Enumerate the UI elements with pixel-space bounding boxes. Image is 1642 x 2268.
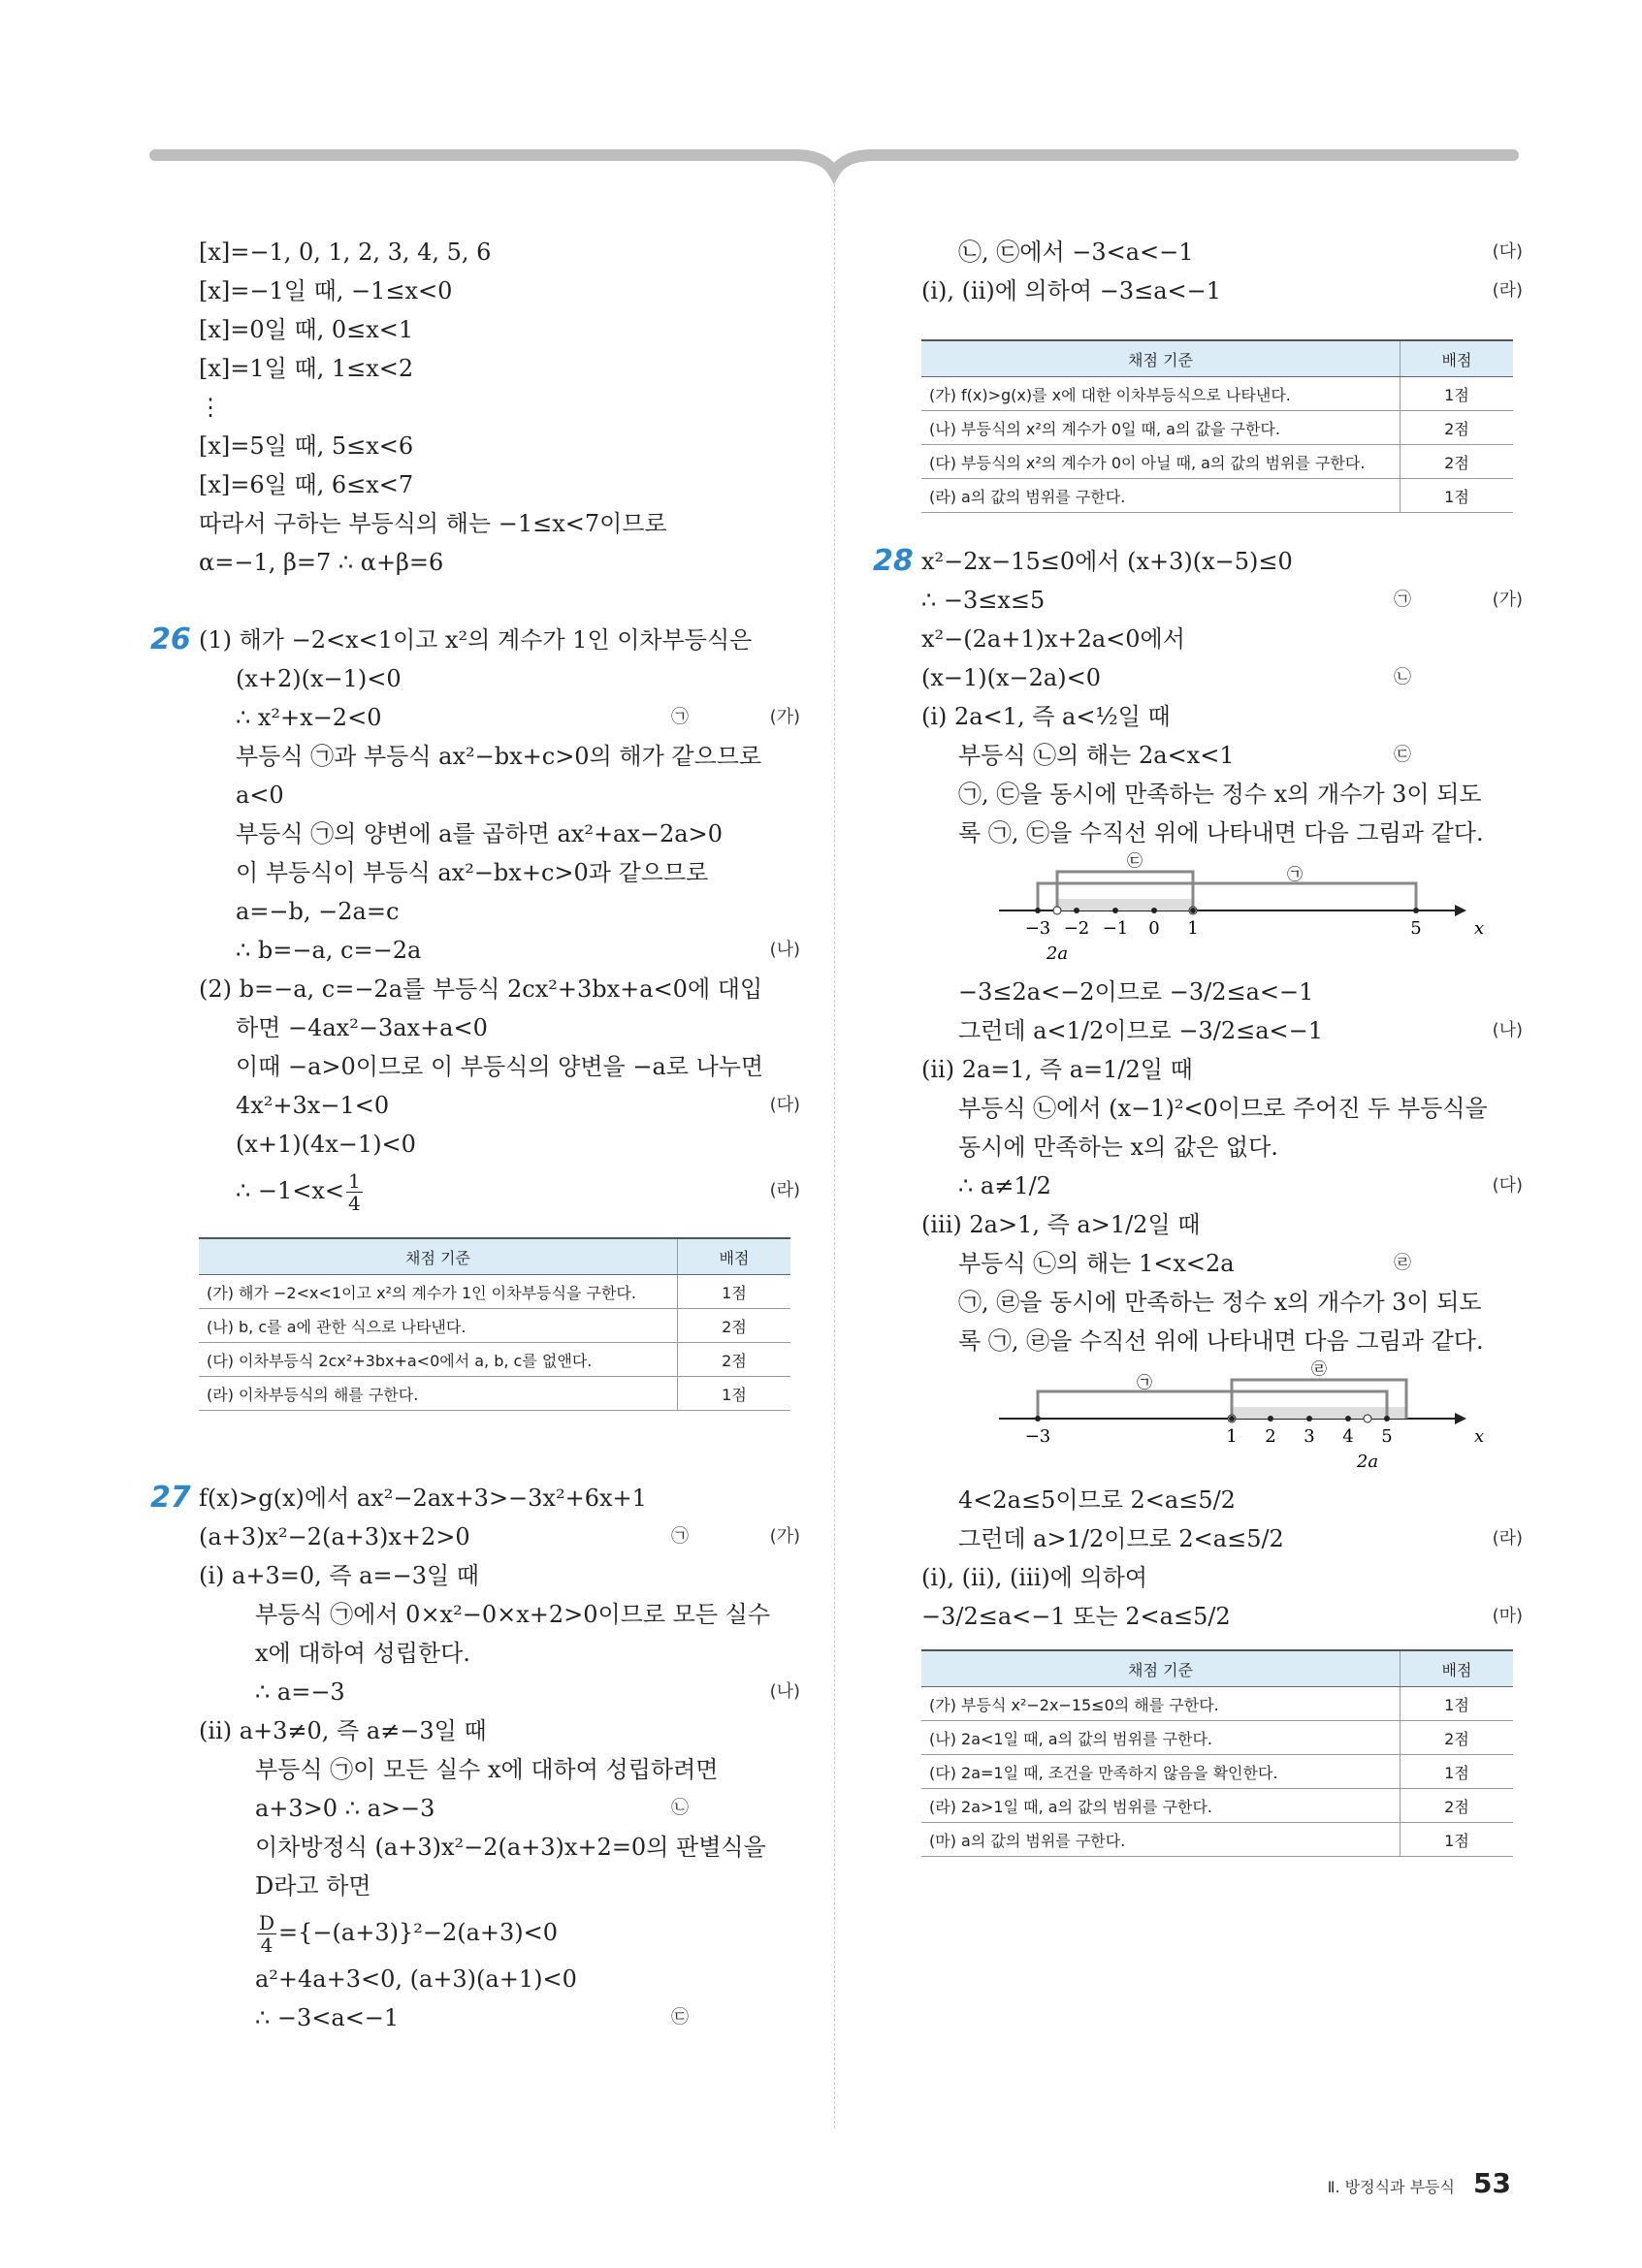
line-text: x²−2x−15≤0에서 (x+3)(x−5)≤0 bbox=[921, 548, 1293, 575]
line-text: 부등식 ㉠의 양변에 a를 곱하면 ax²+ax−2a>0 bbox=[236, 820, 723, 847]
line-text: (1) 해가 −2<x<1이고 x²의 계수가 1인 이차부등식은 bbox=[199, 626, 753, 654]
tick-label: 2 bbox=[1265, 1426, 1276, 1447]
table-header-criteria: 채점 기준 bbox=[199, 1238, 678, 1275]
text-line bbox=[921, 1089, 1523, 1128]
text-line bbox=[150, 1479, 800, 1517]
text-line bbox=[921, 1519, 1523, 1558]
text-line bbox=[199, 1595, 800, 1634]
points-cell: 1점 bbox=[1401, 377, 1514, 411]
line-text: 부등식 ㉠에서 0×x²−0×x+2>0이므로 모든 실수 bbox=[255, 1601, 771, 1628]
text-line bbox=[199, 388, 800, 427]
tick-point bbox=[1190, 908, 1196, 913]
tick-label: 1 bbox=[1226, 1426, 1238, 1447]
text-line bbox=[199, 272, 800, 310]
text-line bbox=[921, 1166, 1523, 1205]
criteria-cell: (나) 2a<1일 때, a의 값의 범위를 구한다. bbox=[921, 1721, 1401, 1755]
points-cell: 1점 bbox=[1401, 1823, 1514, 1857]
criteria-cell: (다) 이차부등식 2cx²+3bx+a<0에서 a, b, c를 없앤다. bbox=[199, 1343, 678, 1377]
left-column bbox=[150, 233, 800, 2037]
text-line bbox=[921, 1283, 1523, 1322]
fraction-numerator: D bbox=[259, 1911, 275, 1934]
open-point bbox=[1364, 1415, 1371, 1422]
text-line bbox=[921, 1205, 1523, 1244]
points-cell: 1점 bbox=[1401, 1755, 1514, 1789]
fraction bbox=[257, 1912, 276, 1956]
text-line bbox=[921, 1011, 1523, 1050]
line-text: [x]=1일 때, 1≤x<2 bbox=[199, 355, 414, 382]
text-line bbox=[921, 1597, 1523, 1636]
text-line bbox=[199, 1086, 800, 1125]
criteria-cell: (가) 부등식 x²−2x−15≤0의 해를 구한다. bbox=[921, 1687, 1401, 1721]
scoring-table-26 bbox=[199, 1237, 790, 1411]
bracket-label: ㉠ bbox=[1136, 1373, 1153, 1391]
line-text: (ⅱ) a+3≠0, 즉 a≠−3일 때 bbox=[199, 1717, 487, 1744]
line-text: 그런데 a>1/2이므로 2<a≤5/2 bbox=[958, 1525, 1284, 1552]
line-text: −3≤2a<−2이므로 −3/2≤a<−1 bbox=[958, 978, 1314, 1006]
axis-variable: x bbox=[1474, 918, 1485, 939]
line-text: 하면 −4ax²−3ax+a<0 bbox=[236, 1014, 488, 1041]
text-line bbox=[199, 931, 800, 970]
tick-point bbox=[1074, 908, 1079, 913]
table-row bbox=[921, 1755, 1513, 1789]
tick-label: 5 bbox=[1410, 918, 1422, 939]
label-2a: 2a bbox=[1046, 943, 1069, 964]
tick-label: −1 bbox=[1102, 918, 1129, 939]
table-row bbox=[199, 1275, 790, 1309]
line-text: a=−b, −2a=c bbox=[236, 898, 400, 925]
line-text: α=−1, β=7 ∴ α+β=6 bbox=[199, 549, 444, 576]
text-line bbox=[199, 1828, 800, 1867]
step-marker: ㉢ bbox=[671, 2007, 689, 2028]
open-point bbox=[1053, 907, 1061, 914]
table-row bbox=[921, 377, 1513, 411]
line-text: ∴ −1<x< bbox=[236, 1177, 345, 1204]
text-line bbox=[199, 1164, 800, 1218]
text-line bbox=[199, 1905, 800, 1960]
fraction-denominator: 4 bbox=[348, 1192, 361, 1215]
line-text: (ⅰ), (ⅱ)에 의하여 −3≤a<−1 bbox=[921, 277, 1222, 304]
table-header-points: 배점 bbox=[1401, 1650, 1514, 1687]
line-text: a²+4a+3<0, (a+3)(a+1)<0 bbox=[255, 1965, 577, 1993]
line-text: (ⅰ) 2a<1, 즉 a<½일 때 bbox=[921, 703, 1171, 730]
criteria-cell: (다) 2a=1일 때, 조건을 만족하지 않음을 확인한다. bbox=[921, 1755, 1401, 1789]
step-marker: ㉢ bbox=[1394, 745, 1411, 765]
tick-point bbox=[1345, 1416, 1351, 1421]
line-text: ⋮ bbox=[199, 394, 222, 421]
line-text: 동시에 만족하는 x의 값은 없다. bbox=[958, 1134, 1278, 1161]
step-marker: (라) bbox=[1492, 280, 1523, 301]
line-text: [x]=−1일 때, −1≤x<0 bbox=[199, 277, 453, 304]
tick-point bbox=[1306, 1416, 1312, 1421]
column-divider bbox=[834, 179, 835, 2128]
line-text: ㉡, ㉢에서 −3<a<−1 bbox=[958, 239, 1194, 266]
text-line bbox=[921, 1481, 1523, 1519]
line-text: (ⅰ) a+3=0, 즉 a=−3일 때 bbox=[199, 1562, 479, 1589]
line-text: ㉠, ㉢을 동시에 만족하는 정수 x의 개수가 3이 되도 bbox=[958, 781, 1482, 808]
step-marker: (나) bbox=[769, 1681, 800, 1702]
line-text: (2) b=−a, c=−2a를 부등식 2cx²+3bx+a<0에 대입 bbox=[199, 975, 763, 1003]
line-text: x²−(2a+1)x+2a<0에서 bbox=[921, 625, 1185, 653]
tick-point bbox=[1229, 1416, 1235, 1421]
criteria-cell: (라) 이차부등식의 해를 구한다. bbox=[199, 1377, 678, 1411]
bracket-label: ㉠ bbox=[1286, 865, 1304, 883]
text-line bbox=[921, 697, 1523, 736]
line-text: 그런데 a<1/2이므로 −3/2≤a<−1 bbox=[958, 1017, 1324, 1044]
points-cell: 1점 bbox=[678, 1275, 791, 1309]
text-line bbox=[199, 504, 800, 543]
criteria-cell: (나) 부등식의 x²의 계수가 0일 때, a의 값을 구한다. bbox=[921, 411, 1401, 445]
problem-28 bbox=[873, 542, 1523, 1636]
line-text: x에 대하여 성립한다. bbox=[255, 1640, 470, 1667]
line-text: [x]=6일 때, 6≤x<7 bbox=[199, 471, 414, 498]
line-text: (a+3)x²−2(a+3)x+2>0 bbox=[199, 1523, 470, 1550]
problem-number: 26 bbox=[150, 623, 191, 656]
points-cell: 1점 bbox=[1401, 1687, 1514, 1721]
fraction-denominator: 4 bbox=[260, 1933, 274, 1957]
text-line bbox=[921, 736, 1523, 775]
line-text: (x+2)(x−1)<0 bbox=[236, 665, 402, 692]
text-line bbox=[199, 659, 800, 698]
page-number: 53 bbox=[1473, 2167, 1511, 2199]
text-line bbox=[199, 1789, 800, 1828]
tick-label: −3 bbox=[1024, 1426, 1051, 1447]
table-row bbox=[921, 1721, 1513, 1755]
table-row bbox=[199, 1343, 790, 1377]
number-line bbox=[999, 1360, 1542, 1477]
text-line bbox=[199, 892, 800, 931]
line-text: 부등식 ㉡에서 (x−1)²<0이므로 주어진 두 부등식을 bbox=[958, 1095, 1488, 1122]
line-text: ∴ −3<a<−1 bbox=[255, 2004, 400, 2031]
tick-label: 5 bbox=[1381, 1426, 1393, 1447]
footer bbox=[1328, 2167, 1511, 2199]
text-line bbox=[199, 427, 800, 465]
text-line bbox=[199, 1008, 800, 1047]
points-cell: 1점 bbox=[678, 1377, 791, 1411]
line-text: 록 ㉠, ㉣을 수직선 위에 나타내면 다음 그림과 같다. bbox=[958, 1327, 1484, 1355]
scoring-table-27 bbox=[921, 339, 1513, 513]
problem-number: 27 bbox=[150, 1481, 191, 1515]
line-text: ∴ a=−3 bbox=[255, 1678, 345, 1706]
text-line bbox=[921, 233, 1523, 272]
tick-point bbox=[1035, 908, 1041, 913]
table-row bbox=[199, 1309, 790, 1343]
text-line bbox=[199, 970, 800, 1008]
step-marker: ㉠ bbox=[671, 707, 689, 727]
text-line bbox=[199, 1998, 800, 2037]
tick-label: 4 bbox=[1342, 1426, 1354, 1447]
line-text: 부등식 ㉠과 부등식 ax²−bx+c>0의 해가 같으므로 bbox=[236, 743, 762, 770]
text-line bbox=[921, 581, 1523, 620]
problem-27-continued bbox=[921, 233, 1523, 310]
text-line bbox=[921, 1558, 1523, 1597]
criteria-cell: (나) b, c를 a에 관한 식으로 나타낸다. bbox=[199, 1309, 678, 1343]
step-marker: (다) bbox=[769, 1095, 800, 1115]
axis-variable: x bbox=[1474, 1426, 1485, 1447]
line-text: ∴ a≠1/2 bbox=[958, 1172, 1051, 1199]
text-line bbox=[921, 1322, 1523, 1360]
text-line bbox=[199, 543, 800, 582]
line-text: ∴ x²+x−2<0 bbox=[236, 704, 382, 731]
line-text: 록 ㉠, ㉢을 수직선 위에 나타내면 다음 그림과 같다. bbox=[958, 819, 1484, 847]
step-marker: (다) bbox=[1492, 241, 1523, 262]
tick-point bbox=[1035, 1416, 1041, 1421]
text-line bbox=[199, 1711, 800, 1750]
text-line bbox=[199, 815, 800, 853]
table-header-criteria: 채점 기준 bbox=[921, 340, 1401, 377]
tick-label: 0 bbox=[1148, 918, 1160, 939]
line-text: (x−1)(x−2a)<0 bbox=[921, 664, 1101, 691]
line-text: (x+1)(4x−1)<0 bbox=[236, 1131, 416, 1158]
text-line bbox=[921, 1128, 1523, 1166]
table-header-points: 배점 bbox=[1401, 340, 1514, 377]
text-line bbox=[199, 310, 800, 349]
line-text: 4<2a≤5이므로 2<a≤5/2 bbox=[958, 1486, 1236, 1514]
number-line bbox=[999, 852, 1542, 969]
line-text: 따라서 구하는 부등식의 해는 −1≤x<7이므로 bbox=[199, 510, 667, 537]
text-line bbox=[199, 1047, 800, 1086]
criteria-cell: (가) f(x)>g(x)를 x에 대한 이차부등식으로 나타낸다. bbox=[921, 377, 1401, 411]
line-text: f(x)>g(x)에서 ax²−2ax+3>−3x²+6x+1 bbox=[199, 1485, 647, 1512]
criteria-cell: (라) 2a>1일 때, a의 값의 범위를 구한다. bbox=[921, 1789, 1401, 1823]
step-marker: (나) bbox=[769, 940, 800, 960]
tick-point bbox=[1413, 908, 1419, 913]
line-text: 이때 −a>0이므로 이 부등식의 양변을 −a로 나누면 bbox=[236, 1053, 764, 1080]
text-line bbox=[199, 737, 800, 776]
criteria-cell: (마) a의 값의 범위를 구한다. bbox=[921, 1823, 1401, 1857]
table-header-points: 배점 bbox=[678, 1238, 791, 1275]
top-binding-bar bbox=[0, 0, 1642, 213]
step-marker: ㉡ bbox=[1394, 667, 1411, 687]
step-marker: ㉠ bbox=[1394, 590, 1411, 610]
text-line bbox=[199, 1125, 800, 1164]
step-marker: (나) bbox=[1492, 1020, 1523, 1040]
text-line bbox=[199, 1750, 800, 1789]
tick-point bbox=[1151, 908, 1157, 913]
problem-number: 28 bbox=[873, 544, 914, 578]
line-text: −3/2≤a<−1 또는 2<a≤5/2 bbox=[921, 1603, 1231, 1630]
text-line bbox=[199, 1673, 800, 1711]
line-text: 부등식 ㉡의 해는 2a<x<1 bbox=[958, 742, 1235, 769]
text-line bbox=[199, 698, 800, 737]
text-line bbox=[199, 1634, 800, 1673]
fraction-numerator: 1 bbox=[348, 1169, 361, 1193]
text-line bbox=[921, 814, 1523, 852]
line-text: [x]=0일 때, 0≤x<1 bbox=[199, 316, 414, 343]
text-line bbox=[199, 465, 800, 504]
label-2a: 2a bbox=[1356, 1452, 1379, 1472]
line-text: [x]=5일 때, 5≤x<6 bbox=[199, 432, 414, 460]
footer-section: Ⅱ. 방정식과 부등식 bbox=[1327, 2178, 1455, 2196]
step-marker: (라) bbox=[1492, 1528, 1523, 1549]
points-cell: 2점 bbox=[1401, 1789, 1514, 1823]
tick-label: 1 bbox=[1187, 918, 1199, 939]
text-line bbox=[199, 233, 800, 272]
text-line bbox=[921, 1244, 1523, 1283]
line-text: 이 부등식이 부등식 ax²−bx+c>0과 같으므로 bbox=[236, 859, 709, 886]
step-marker: (마) bbox=[1492, 1606, 1523, 1626]
tick-label: −2 bbox=[1063, 918, 1090, 939]
scoring-table-28 bbox=[921, 1649, 1513, 1857]
line-text: 4x²+3x−1<0 bbox=[236, 1092, 390, 1119]
table-row bbox=[921, 479, 1513, 513]
criteria-cell: (라) a의 값의 범위를 구한다. bbox=[921, 479, 1401, 513]
table-row bbox=[921, 1687, 1513, 1721]
tick-point bbox=[1112, 908, 1118, 913]
text-line bbox=[921, 1050, 1523, 1089]
step-marker: (라) bbox=[769, 1180, 800, 1200]
line-text: ∴ b=−a, c=−2a bbox=[236, 937, 422, 964]
text-line bbox=[921, 272, 1523, 310]
problem-27 bbox=[150, 1479, 800, 2037]
line-text: a<0 bbox=[236, 782, 284, 809]
criteria-cell: (다) 부등식의 x²의 계수가 0이 아닐 때, a의 값의 범위를 구한다. bbox=[921, 445, 1401, 479]
step-marker: (가) bbox=[769, 1526, 800, 1547]
bracket-label: ㉢ bbox=[1126, 852, 1143, 870]
text-line bbox=[150, 621, 800, 659]
line-text: D라고 하면 bbox=[255, 1872, 371, 1900]
text-line bbox=[921, 658, 1523, 697]
line-text: ㉠, ㉣을 동시에 만족하는 정수 x의 개수가 3이 되도 bbox=[958, 1289, 1482, 1316]
text-line bbox=[921, 973, 1523, 1011]
tick-label: 3 bbox=[1304, 1426, 1315, 1447]
step-marker: (다) bbox=[1492, 1175, 1523, 1196]
overlap-region bbox=[1232, 1407, 1406, 1419]
intro-block bbox=[199, 233, 800, 582]
text-line bbox=[199, 1960, 800, 1998]
line-text: a+3>0 ∴ a>−3 bbox=[255, 1795, 435, 1822]
points-cell: 2점 bbox=[1401, 411, 1514, 445]
step-marker: ㉠ bbox=[671, 1526, 689, 1547]
text-line bbox=[873, 542, 1523, 581]
text-line bbox=[199, 349, 800, 388]
axis-arrow bbox=[1455, 1413, 1466, 1424]
table-row bbox=[199, 1377, 790, 1411]
text-line bbox=[199, 1556, 800, 1595]
tick-point bbox=[1268, 1416, 1273, 1421]
text-line bbox=[199, 1867, 800, 1905]
tick-label: −3 bbox=[1024, 918, 1051, 939]
line-text: (ⅰ), (ⅱ), (ⅲ)에 의하여 bbox=[921, 1564, 1148, 1591]
right-column bbox=[873, 233, 1523, 1857]
line-text: ∴ −3≤x≤5 bbox=[921, 587, 1046, 614]
problem-26 bbox=[150, 621, 800, 1218]
fraction bbox=[346, 1170, 363, 1214]
bracket-label: ㉣ bbox=[1310, 1360, 1328, 1378]
text-line bbox=[199, 853, 800, 892]
step-marker: ㉣ bbox=[1394, 1253, 1411, 1273]
line-text: ={−(a+3)}²−2(a+3)<0 bbox=[278, 1919, 559, 1946]
points-cell: 2점 bbox=[1401, 1721, 1514, 1755]
criteria-cell: (가) 해가 −2<x<1이고 x²의 계수가 1인 이차부등식을 구한다. bbox=[199, 1275, 678, 1309]
line-text: 이차방정식 (a+3)x²−2(a+3)x+2=0의 판별식을 bbox=[255, 1834, 766, 1861]
axis-arrow bbox=[1455, 905, 1466, 916]
points-cell: 1점 bbox=[1401, 479, 1514, 513]
step-marker: (가) bbox=[769, 707, 800, 727]
step-marker: ㉡ bbox=[671, 1798, 689, 1818]
table-header-criteria: 채점 기준 bbox=[921, 1650, 1401, 1687]
table-row bbox=[921, 445, 1513, 479]
table-row bbox=[921, 411, 1513, 445]
text-line bbox=[199, 1517, 800, 1556]
line-text: (ⅱ) 2a=1, 즉 a=1/2일 때 bbox=[921, 1056, 1193, 1083]
text-line bbox=[921, 775, 1523, 814]
line-text: 부등식 ㉡의 해는 1<x<2a bbox=[958, 1250, 1235, 1277]
text-line bbox=[921, 620, 1523, 658]
points-cell: 2점 bbox=[1401, 445, 1514, 479]
points-cell: 2점 bbox=[678, 1343, 791, 1377]
line-text: (ⅲ) 2a>1, 즉 a>1/2일 때 bbox=[921, 1211, 1201, 1238]
table-row bbox=[921, 1789, 1513, 1823]
tick-point bbox=[1384, 1416, 1390, 1421]
text-line bbox=[199, 776, 800, 815]
points-cell: 2점 bbox=[678, 1309, 791, 1343]
table-row bbox=[921, 1823, 1513, 1857]
line-text: [x]=−1, 0, 1, 2, 3, 4, 5, 6 bbox=[199, 239, 492, 266]
line-text: 부등식 ㉠이 모든 실수 x에 대하여 성립하려면 bbox=[255, 1756, 719, 1783]
step-marker: (가) bbox=[1492, 590, 1523, 610]
